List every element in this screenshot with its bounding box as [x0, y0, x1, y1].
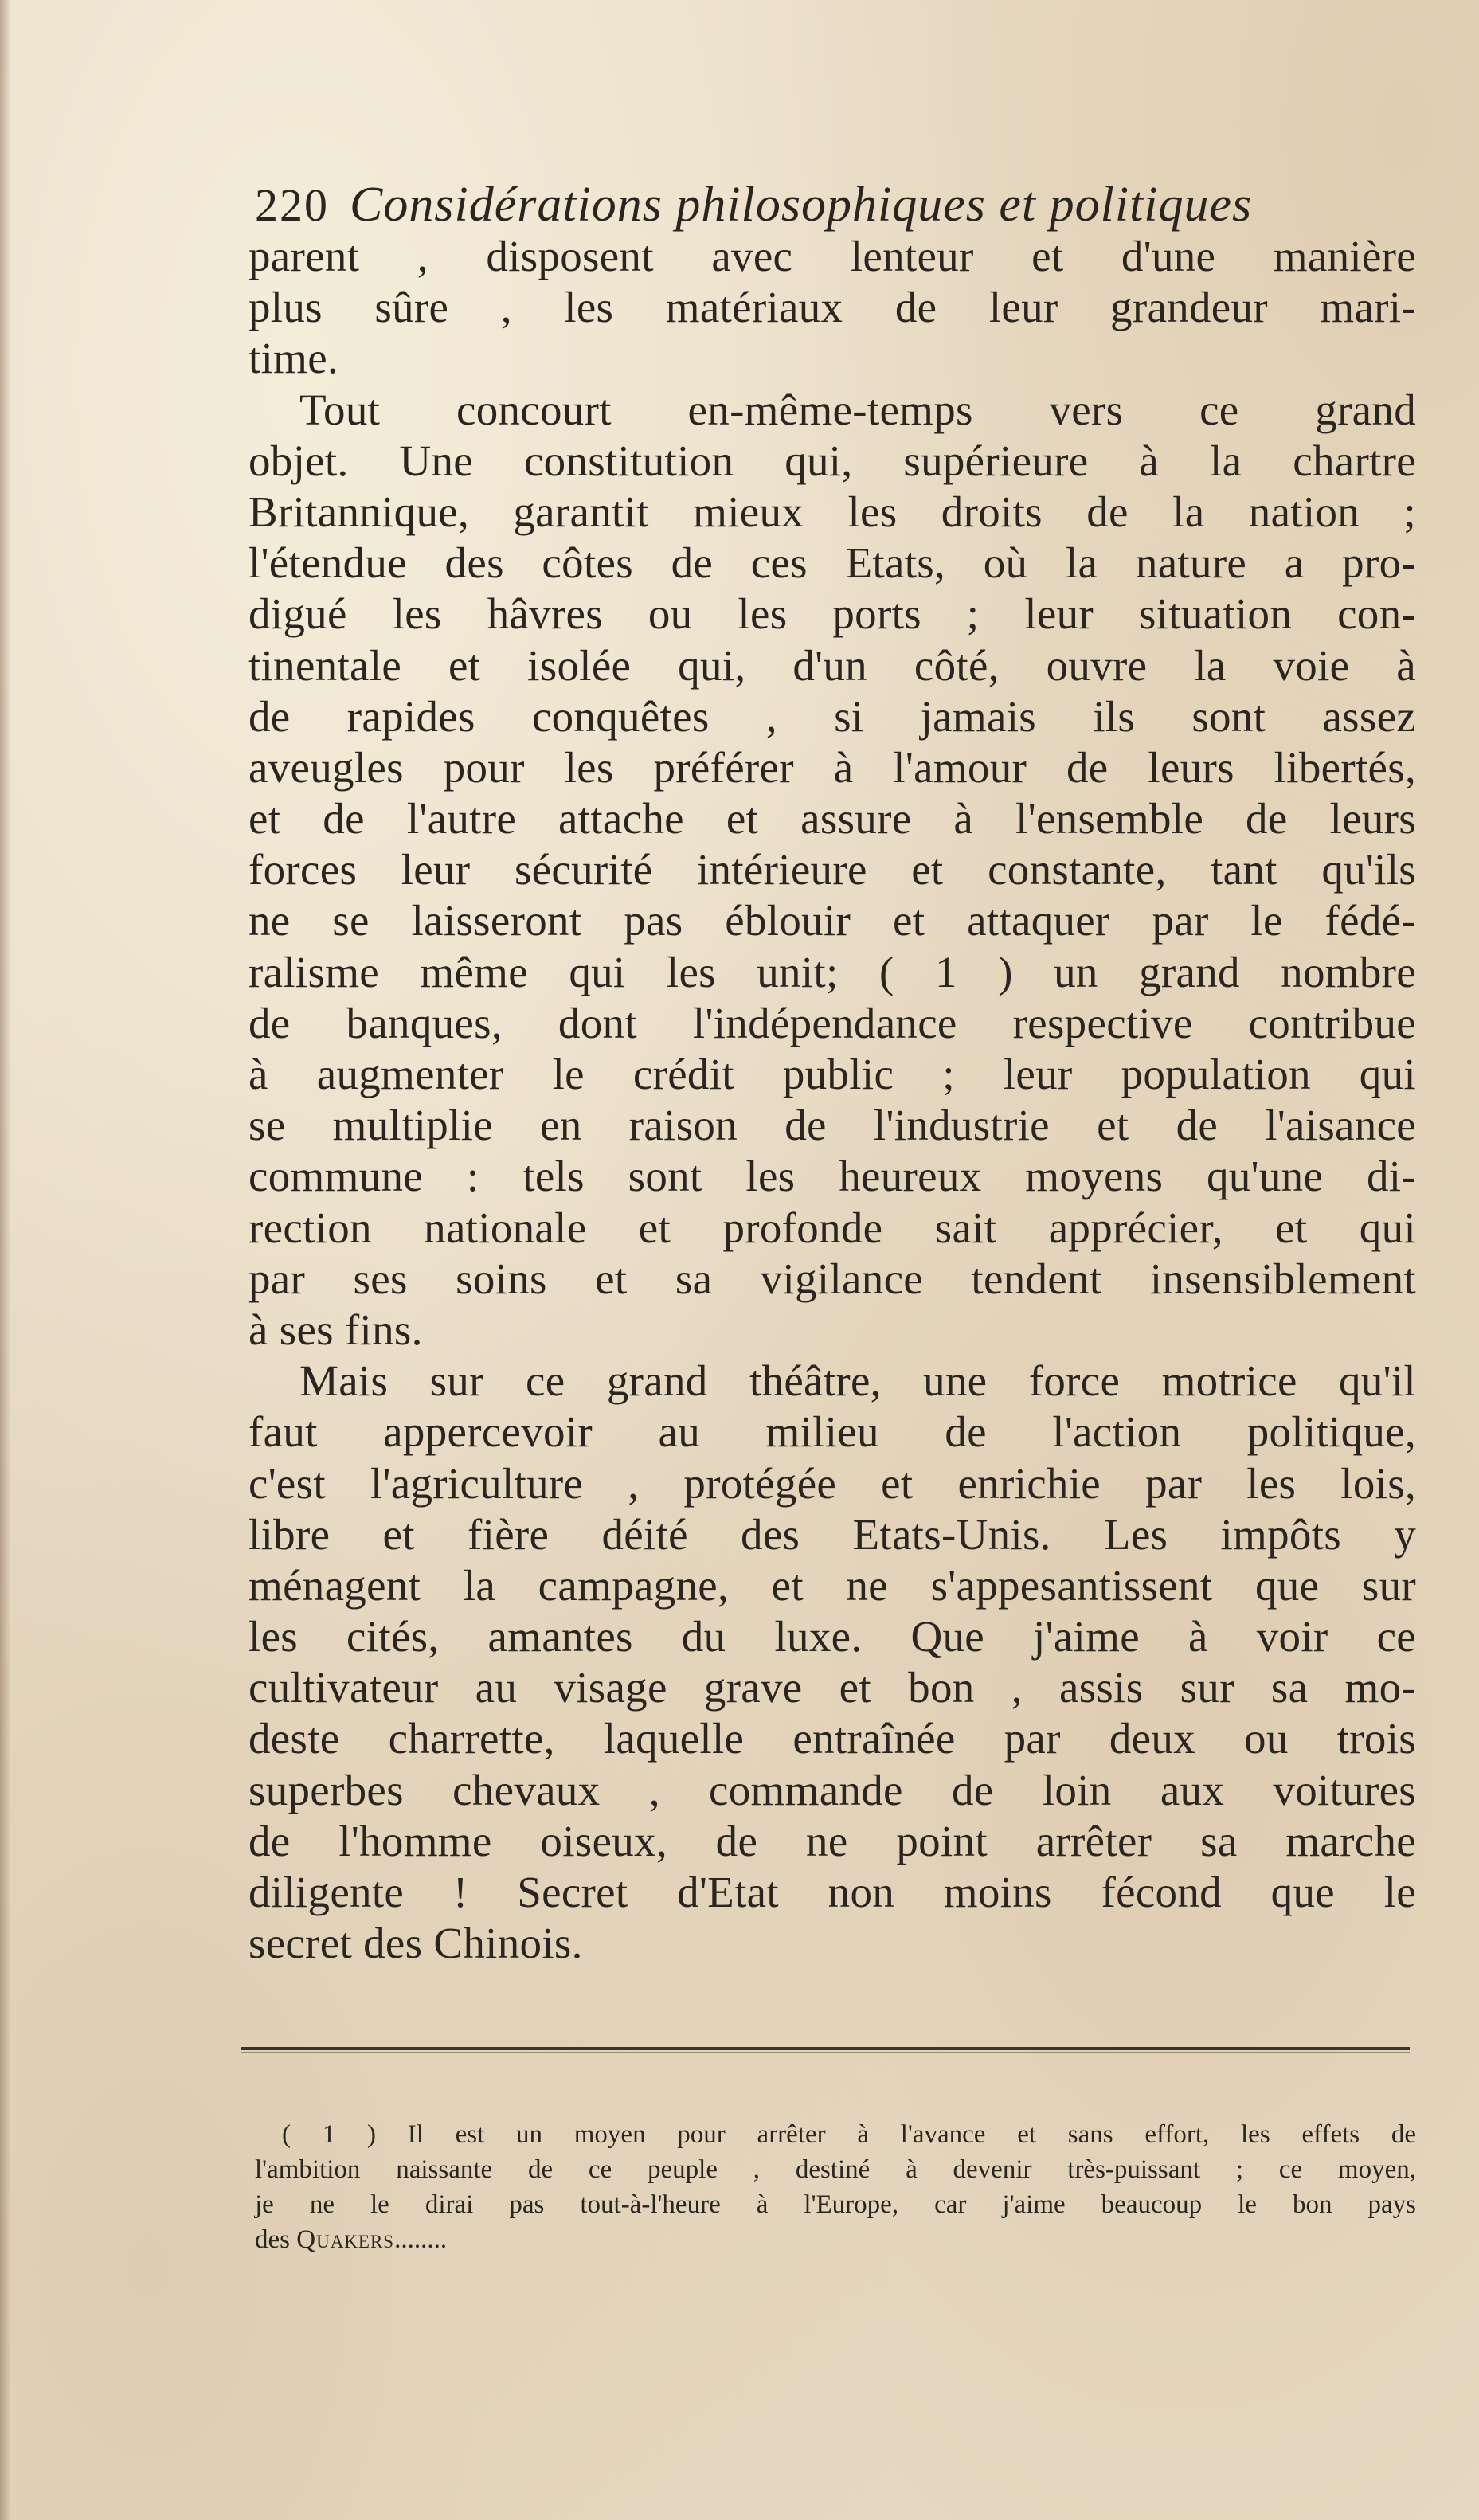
text-line: à ses fins. — [248, 1305, 423, 1354]
text-line: digué les hâvres ou les ports ; leur situation con- — [248, 589, 1416, 639]
text-line: se multiplie en raison de l'industrie et de l'aisance — [248, 1101, 1416, 1150]
text-line: libre et fière déité des Etats-Unis. Les impôts y — [248, 1509, 1416, 1559]
text-line: à augmenter le crédit public ; leur population qui — [248, 1050, 1416, 1098]
text-line: de rapides conquêtes , si jamais ils sont assez — [248, 691, 1416, 741]
footnote-divider-shadow — [241, 2052, 1410, 2053]
text-line: commune : tels sont les heureux moyens qu'une di- — [248, 1152, 1416, 1201]
text-line: diligente ! Secret d'Etat non moins fécond que le — [248, 1868, 1416, 1916]
text-line: cultivateur au visage grave et bon , assis sur sa mo- — [248, 1663, 1416, 1712]
footnote-prefix: des — [255, 2225, 297, 2254]
text-line: ne se laisseront pas éblouir et attaquer par le fédé- — [248, 896, 1416, 945]
text-line: Tout concourt en-même-temps vers ce grand — [299, 385, 1416, 434]
main-text — [248, 231, 1416, 1969]
running-title: Considérations philosophiques et politiques — [350, 178, 1253, 232]
text-line: de banques, dont l'indépendance respective contribue — [248, 998, 1416, 1047]
footnote-line — [255, 2222, 1416, 2257]
footnote-ellipsis: ........ — [394, 2225, 448, 2254]
text-line: Mais sur ce grand théâtre, une force motrice qu'il — [299, 1356, 1416, 1406]
footnote-line: l'ambition naissante de ce peuple , destiné à devenir très-puissant ; ce moyen, — [255, 2155, 1416, 2184]
text-line: par ses soins et sa vigilance tendent insensiblement — [248, 1254, 1416, 1303]
footnote-line: ( 1 ) Il est un moyen pour arrêter à l'avance et sans effort, les effets de — [282, 2120, 1416, 2149]
footnote-quakers: Quakers — [296, 2225, 395, 2254]
page-number: 220 — [255, 179, 329, 231]
text-line: aveugles pour les préférer à l'amour de leurs libertés, — [248, 742, 1416, 792]
text-line: ménagent la campagne, et ne s'appesantissent que sur — [248, 1560, 1416, 1610]
text-line: parent , disposent avec lenteur et d'une manière — [248, 232, 1416, 280]
text-line: deste charrette, laquelle entraînée par deux ou trois — [248, 1714, 1416, 1763]
text-line: ralisme même qui les unit; ( 1 ) un grand nombre — [248, 947, 1416, 996]
text-line: plus sûre , les matériaux de leur grandeur mari- — [248, 283, 1416, 332]
text-line: time. — [248, 334, 339, 383]
text-line: tinentale et isolée qui, d'un côté, ouvre la voie à — [248, 640, 1416, 690]
text-line: rection nationale et profonde sait apprécier, et qui — [248, 1203, 1416, 1252]
text-line: forces leur sécurité intérieure et constante, tant qu'ils — [248, 845, 1416, 894]
text-line: Britannique, garantit mieux les droits de la nation ; — [248, 487, 1416, 536]
text-line: les cités, amantes du luxe. Que j'aime à voir ce — [248, 1612, 1416, 1661]
footnote-line: je ne le dirai pas tout-à-l'heure à l'Europe, car j'aime beaucoup le bon pays — [255, 2190, 1416, 2219]
text-line: c'est l'agriculture , protégée et enrichie par les lois, — [248, 1458, 1416, 1508]
page-header — [255, 177, 1418, 233]
text-line: objet. Une constitution qui, supérieure à la chartre — [248, 436, 1416, 485]
footnote — [255, 2117, 1416, 2257]
text-line: superbes chevaux , commande de loin aux voitures — [248, 1765, 1416, 1814]
footnote-divider — [241, 2047, 1410, 2050]
page-edge-shadow — [0, 0, 11, 2520]
text-line: secret des Chinois. — [248, 1919, 583, 1968]
text-line: de l'homme oiseux, de ne point arrêter sa marche — [248, 1816, 1416, 1865]
text-line: et de l'autre attache et assure à l'ensemble de leurs — [248, 794, 1416, 843]
text-line: faut appercevoir au milieu de l'action politique, — [248, 1407, 1416, 1457]
text-line: l'étendue des côtes de ces Etats, où la nature a pro- — [248, 538, 1416, 588]
